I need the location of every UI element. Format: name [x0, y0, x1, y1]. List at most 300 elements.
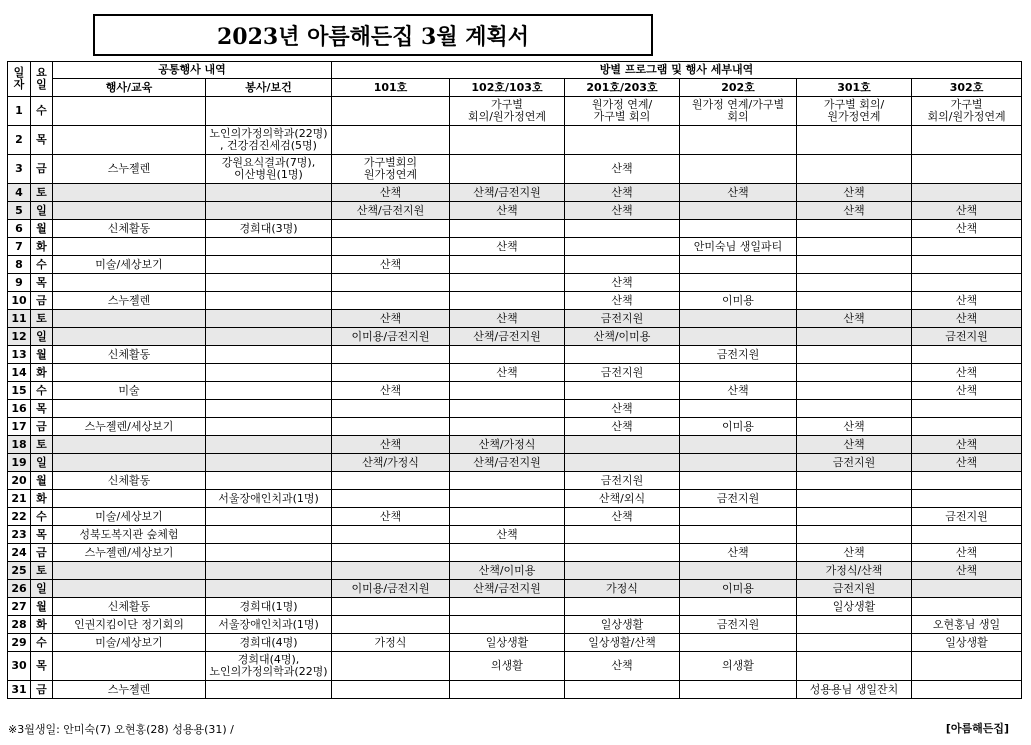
room-cell	[332, 97, 450, 126]
room-cell: 이미용	[680, 292, 797, 310]
room-cell: 산책	[680, 382, 797, 400]
room-cell: 산책	[450, 238, 565, 256]
room-cell	[565, 346, 680, 364]
weekday-cell: 월	[31, 472, 53, 490]
room-cell: 산책	[332, 184, 450, 202]
volunteer-cell: 노인의가정의학과(22명) , 건강검진세검(5명)	[206, 126, 332, 155]
room-cell: 산책	[912, 382, 1022, 400]
event-cell: 스누젤렌	[53, 292, 206, 310]
room-cell	[450, 616, 565, 634]
room-cell	[332, 544, 450, 562]
room-cell: 산책	[450, 310, 565, 328]
event-cell: 신체활동	[53, 220, 206, 238]
event-cell: 스누젤렌/세상보기	[53, 418, 206, 436]
room-cell	[332, 220, 450, 238]
room-cell	[912, 238, 1022, 256]
room-cell: 산책	[797, 184, 912, 202]
room-cell: 산책/가정식	[450, 436, 565, 454]
room-cell	[565, 544, 680, 562]
day-row	[8, 436, 1022, 454]
room-cell: 가구별 회의/원가정연계	[912, 97, 1022, 126]
room-cell: 산책/금전지원	[450, 184, 565, 202]
room-cell	[680, 126, 797, 155]
day-cell: 2	[8, 126, 31, 155]
day-row	[8, 681, 1022, 699]
day-row	[8, 256, 1022, 274]
room-cell	[332, 598, 450, 616]
room-cell	[450, 598, 565, 616]
weekday-cell: 금	[31, 155, 53, 184]
room-cell: 이미용	[680, 580, 797, 598]
room-cell: 산책/가정식	[332, 454, 450, 472]
weekday-cell: 금	[31, 544, 53, 562]
room-cell: 금전지원	[565, 310, 680, 328]
day-row	[8, 544, 1022, 562]
room-cell: 산책	[912, 202, 1022, 220]
room-cell	[680, 202, 797, 220]
room-cell	[797, 274, 912, 292]
room-cell: 산책	[565, 418, 680, 436]
weekday-cell: 수	[31, 256, 53, 274]
room-cell	[332, 292, 450, 310]
event-cell	[53, 310, 206, 328]
room-cell	[332, 616, 450, 634]
event-cell: 미술/세상보기	[53, 256, 206, 274]
room-cell: 산책/금전지원	[332, 202, 450, 220]
room-cell	[450, 126, 565, 155]
event-cell	[53, 274, 206, 292]
weekday-cell: 화	[31, 616, 53, 634]
room-cell: 산책/금전지원	[450, 454, 565, 472]
room-cell: 산책	[912, 364, 1022, 382]
volunteer-cell	[206, 328, 332, 346]
room-cell	[332, 472, 450, 490]
room-cell: 산책	[912, 562, 1022, 580]
event-cell	[53, 652, 206, 681]
room-cell: 금전지원	[680, 346, 797, 364]
room-cell	[797, 508, 912, 526]
plan-table	[7, 61, 1022, 699]
room-cell	[797, 472, 912, 490]
day-cell: 16	[8, 400, 31, 418]
day-row	[8, 292, 1022, 310]
event-cell	[53, 454, 206, 472]
room-cell	[332, 652, 450, 681]
room-cell	[332, 126, 450, 155]
room-cell	[797, 292, 912, 310]
room-cell	[680, 364, 797, 382]
event-cell: 미술/세상보기	[53, 508, 206, 526]
volunteer-cell	[206, 418, 332, 436]
day-row	[8, 508, 1022, 526]
volunteer-cell	[206, 310, 332, 328]
volunteer-cell	[206, 544, 332, 562]
weekday-cell: 금	[31, 292, 53, 310]
room-cell: 일상생활	[565, 616, 680, 634]
room-cell	[680, 328, 797, 346]
room-cell	[565, 598, 680, 616]
room-cell	[680, 634, 797, 652]
day-row	[8, 526, 1022, 544]
weekday-cell: 목	[31, 126, 53, 155]
event-cell: 미술/세상보기	[53, 634, 206, 652]
room-cell: 일상생활/산책	[565, 634, 680, 652]
room-cell: 금전지원	[680, 490, 797, 508]
volunteer-cell: 경희대(4명), 노인의가정의학과(22명)	[206, 652, 332, 681]
room-cell	[565, 126, 680, 155]
room-cell	[332, 490, 450, 508]
volunteer-cell	[206, 562, 332, 580]
day-row	[8, 220, 1022, 238]
day-cell: 25	[8, 562, 31, 580]
room-cell	[797, 155, 912, 184]
day-row	[8, 400, 1022, 418]
day-cell: 26	[8, 580, 31, 598]
room-cell	[680, 526, 797, 544]
day-cell: 3	[8, 155, 31, 184]
volunteer-cell	[206, 580, 332, 598]
day-cell: 28	[8, 616, 31, 634]
weekday-cell: 토	[31, 562, 53, 580]
room-cell	[680, 256, 797, 274]
col-weekday-header: 요 일	[31, 62, 53, 97]
day-row	[8, 364, 1022, 382]
event-cell: 신체활동	[53, 472, 206, 490]
page-title: 2023년 아름해든집 3월 계획서	[93, 14, 653, 56]
room-cell: 금전지원	[912, 508, 1022, 526]
volunteer-cell: 경희대(3명)	[206, 220, 332, 238]
day-cell: 31	[8, 681, 31, 699]
room-cell	[797, 400, 912, 418]
volunteer-cell: 경희대(1명)	[206, 598, 332, 616]
room-cell: 금전지원	[565, 472, 680, 490]
room-cell: 산책	[797, 544, 912, 562]
room-cell	[332, 274, 450, 292]
day-cell: 6	[8, 220, 31, 238]
weekday-cell: 일	[31, 454, 53, 472]
room-cell: 산책	[912, 292, 1022, 310]
room-cell: 산책	[565, 292, 680, 310]
volunteer-cell	[206, 454, 332, 472]
volunteer-cell	[206, 436, 332, 454]
event-cell: 스누젤렌	[53, 681, 206, 699]
room-cell: 원가정 연계/가구별 회의	[680, 97, 797, 126]
day-row	[8, 418, 1022, 436]
room-cell: 가정식	[565, 580, 680, 598]
day-row	[8, 238, 1022, 256]
day-cell: 20	[8, 472, 31, 490]
day-row	[8, 652, 1022, 681]
volunteer-cell	[206, 184, 332, 202]
room-cell: 오현홍님 생일	[912, 616, 1022, 634]
room-cell: 금전지원	[680, 616, 797, 634]
day-row	[8, 490, 1022, 508]
room-cell	[680, 508, 797, 526]
common-group-header: 공통행사 내역	[53, 62, 332, 79]
room-cell	[450, 155, 565, 184]
room-cell	[332, 400, 450, 418]
room-cell	[680, 681, 797, 699]
room-cell	[450, 490, 565, 508]
room-cell: 산책	[912, 436, 1022, 454]
birthday-footnote: ※3월생일: 안미숙(7) 오현홍(28) 성용용(31) /	[8, 723, 234, 736]
room-cell: 산책/금전지원	[450, 328, 565, 346]
volunteer-cell	[206, 382, 332, 400]
day-cell: 17	[8, 418, 31, 436]
event-cell	[53, 328, 206, 346]
room-cell	[565, 454, 680, 472]
room-cell	[912, 346, 1022, 364]
room-cell	[680, 562, 797, 580]
day-cell: 8	[8, 256, 31, 274]
room-cell: 산책	[565, 155, 680, 184]
col-volunteer-header: 봉사/보건	[206, 79, 332, 97]
day-row	[8, 274, 1022, 292]
weekday-cell: 수	[31, 508, 53, 526]
day-row	[8, 562, 1022, 580]
room-cell: 산책	[332, 436, 450, 454]
day-cell: 24	[8, 544, 31, 562]
weekday-cell: 일	[31, 202, 53, 220]
weekday-cell: 토	[31, 436, 53, 454]
room-cell	[912, 184, 1022, 202]
room-header: 202호	[680, 79, 797, 97]
room-cell	[797, 652, 912, 681]
room-cell	[565, 681, 680, 699]
room-cell: 산책	[332, 310, 450, 328]
room-cell	[680, 400, 797, 418]
volunteer-cell	[206, 274, 332, 292]
room-cell	[680, 472, 797, 490]
weekday-cell: 수	[31, 634, 53, 652]
weekday-cell: 일	[31, 328, 53, 346]
day-row	[8, 126, 1022, 155]
weekday-cell: 목	[31, 274, 53, 292]
room-cell: 원가정 연계/ 가구별 회의	[565, 97, 680, 126]
room-cell	[450, 382, 565, 400]
room-cell: 가구별 회의/원가정연계	[450, 97, 565, 126]
day-cell: 21	[8, 490, 31, 508]
day-cell: 27	[8, 598, 31, 616]
weekday-cell: 목	[31, 652, 53, 681]
event-cell: 미술	[53, 382, 206, 400]
room-cell: 성용용님 생일잔치	[797, 681, 912, 699]
room-cell: 산책/외식	[565, 490, 680, 508]
room-cell: 산책	[332, 508, 450, 526]
volunteer-cell: 서울장애인치과(1명)	[206, 616, 332, 634]
room-cell	[912, 598, 1022, 616]
room-cell	[912, 126, 1022, 155]
room-cell	[680, 220, 797, 238]
room-header: 102호/103호	[450, 79, 565, 97]
room-cell	[680, 155, 797, 184]
room-cell: 이미용	[680, 418, 797, 436]
event-cell	[53, 238, 206, 256]
day-row	[8, 202, 1022, 220]
event-cell	[53, 202, 206, 220]
event-cell: 스누젤렌	[53, 155, 206, 184]
weekday-cell: 월	[31, 598, 53, 616]
room-cell: 산책	[797, 418, 912, 436]
volunteer-cell	[206, 256, 332, 274]
room-cell	[450, 256, 565, 274]
weekday-cell: 토	[31, 184, 53, 202]
room-cell	[912, 400, 1022, 418]
room-cell	[565, 256, 680, 274]
day-row	[8, 472, 1022, 490]
room-cell	[450, 472, 565, 490]
room-cell	[680, 598, 797, 616]
day-cell: 14	[8, 364, 31, 382]
room-cell: 일상생활	[797, 598, 912, 616]
room-cell: 산책	[797, 310, 912, 328]
room-cell: 산책	[565, 274, 680, 292]
room-cell	[450, 346, 565, 364]
room-cell: 산책	[450, 202, 565, 220]
day-row	[8, 598, 1022, 616]
event-cell	[53, 126, 206, 155]
room-header: 201호/203호	[565, 79, 680, 97]
room-cell	[797, 346, 912, 364]
day-cell: 1	[8, 97, 31, 126]
day-cell: 10	[8, 292, 31, 310]
room-cell	[912, 418, 1022, 436]
room-cell	[912, 490, 1022, 508]
event-cell	[53, 562, 206, 580]
room-cell: 가구별 회의/ 원가정연계	[797, 97, 912, 126]
volunteer-cell	[206, 238, 332, 256]
room-header: 301호	[797, 79, 912, 97]
room-cell: 일상생활	[450, 634, 565, 652]
room-cell	[680, 310, 797, 328]
room-cell: 의생활	[680, 652, 797, 681]
room-cell	[912, 681, 1022, 699]
room-cell	[450, 508, 565, 526]
room-cell	[797, 634, 912, 652]
volunteer-cell	[206, 472, 332, 490]
day-cell: 9	[8, 274, 31, 292]
room-cell: 산책	[450, 364, 565, 382]
day-cell: 22	[8, 508, 31, 526]
room-cell	[797, 256, 912, 274]
volunteer-cell	[206, 526, 332, 544]
room-cell: 금전지원	[797, 454, 912, 472]
event-cell	[53, 490, 206, 508]
room-cell	[450, 400, 565, 418]
weekday-cell: 토	[31, 310, 53, 328]
room-cell	[450, 220, 565, 238]
event-cell	[53, 184, 206, 202]
room-cell: 산책	[565, 508, 680, 526]
room-cell	[565, 382, 680, 400]
weekday-cell: 화	[31, 238, 53, 256]
room-cell	[565, 562, 680, 580]
room-cell: 금전지원	[565, 364, 680, 382]
room-cell	[450, 544, 565, 562]
room-cell	[797, 328, 912, 346]
room-cell	[797, 220, 912, 238]
day-row	[8, 634, 1022, 652]
room-cell: 산책/이미용	[565, 328, 680, 346]
weekday-cell: 수	[31, 382, 53, 400]
volunteer-cell	[206, 508, 332, 526]
day-row	[8, 184, 1022, 202]
day-cell: 5	[8, 202, 31, 220]
room-cell	[332, 562, 450, 580]
room-cell: 산책/이미용	[450, 562, 565, 580]
room-cell: 이미용/금전지원	[332, 580, 450, 598]
room-cell: 산책	[565, 652, 680, 681]
volunteer-cell: 강원요식결과(7명), 이산병원(1명)	[206, 155, 332, 184]
weekday-cell: 월	[31, 220, 53, 238]
room-cell	[912, 274, 1022, 292]
event-cell: 스누젤렌/세상보기	[53, 544, 206, 562]
weekday-cell: 일	[31, 580, 53, 598]
room-cell	[565, 526, 680, 544]
volunteer-cell	[206, 202, 332, 220]
volunteer-cell	[206, 681, 332, 699]
day-cell: 13	[8, 346, 31, 364]
room-cell	[912, 652, 1022, 681]
room-cell: 산책	[565, 202, 680, 220]
room-cell: 산책	[912, 310, 1022, 328]
room-cell: 산책	[797, 436, 912, 454]
room-cell	[332, 418, 450, 436]
room-cell	[565, 220, 680, 238]
room-cell: 산책	[332, 382, 450, 400]
room-cell: 산책	[680, 184, 797, 202]
event-cell	[53, 580, 206, 598]
room-cell	[797, 526, 912, 544]
event-cell: 신체활동	[53, 598, 206, 616]
volunteer-cell	[206, 400, 332, 418]
volunteer-cell	[206, 292, 332, 310]
room-cell	[797, 616, 912, 634]
weekday-cell: 화	[31, 364, 53, 382]
room-cell	[680, 274, 797, 292]
event-cell	[53, 97, 206, 126]
day-cell: 12	[8, 328, 31, 346]
event-cell: 성북도복지관 숲체험	[53, 526, 206, 544]
day-row	[8, 580, 1022, 598]
room-cell: 의생활	[450, 652, 565, 681]
day-row	[8, 310, 1022, 328]
room-cell	[912, 580, 1022, 598]
volunteer-cell: 경희대(4명)	[206, 634, 332, 652]
room-cell: 금전지원	[912, 328, 1022, 346]
event-cell: 인권지킴이단 정기회의	[53, 616, 206, 634]
room-cell	[912, 155, 1022, 184]
weekday-cell: 수	[31, 97, 53, 126]
weekday-cell: 금	[31, 418, 53, 436]
room-cell: 산책	[332, 256, 450, 274]
room-cell	[332, 681, 450, 699]
event-cell	[53, 400, 206, 418]
room-cell: 산책	[912, 454, 1022, 472]
room-cell	[912, 472, 1022, 490]
room-cell: 산책/금전지원	[450, 580, 565, 598]
day-row	[8, 97, 1022, 126]
detail-group-header: 방별 프로그램 및 행사 세부내역	[332, 62, 1022, 79]
day-cell: 18	[8, 436, 31, 454]
room-cell: 산책	[565, 184, 680, 202]
room-cell: 이미용/금전지원	[332, 328, 450, 346]
day-row	[8, 328, 1022, 346]
room-cell	[797, 126, 912, 155]
room-cell	[332, 364, 450, 382]
room-cell	[450, 292, 565, 310]
event-cell	[53, 436, 206, 454]
